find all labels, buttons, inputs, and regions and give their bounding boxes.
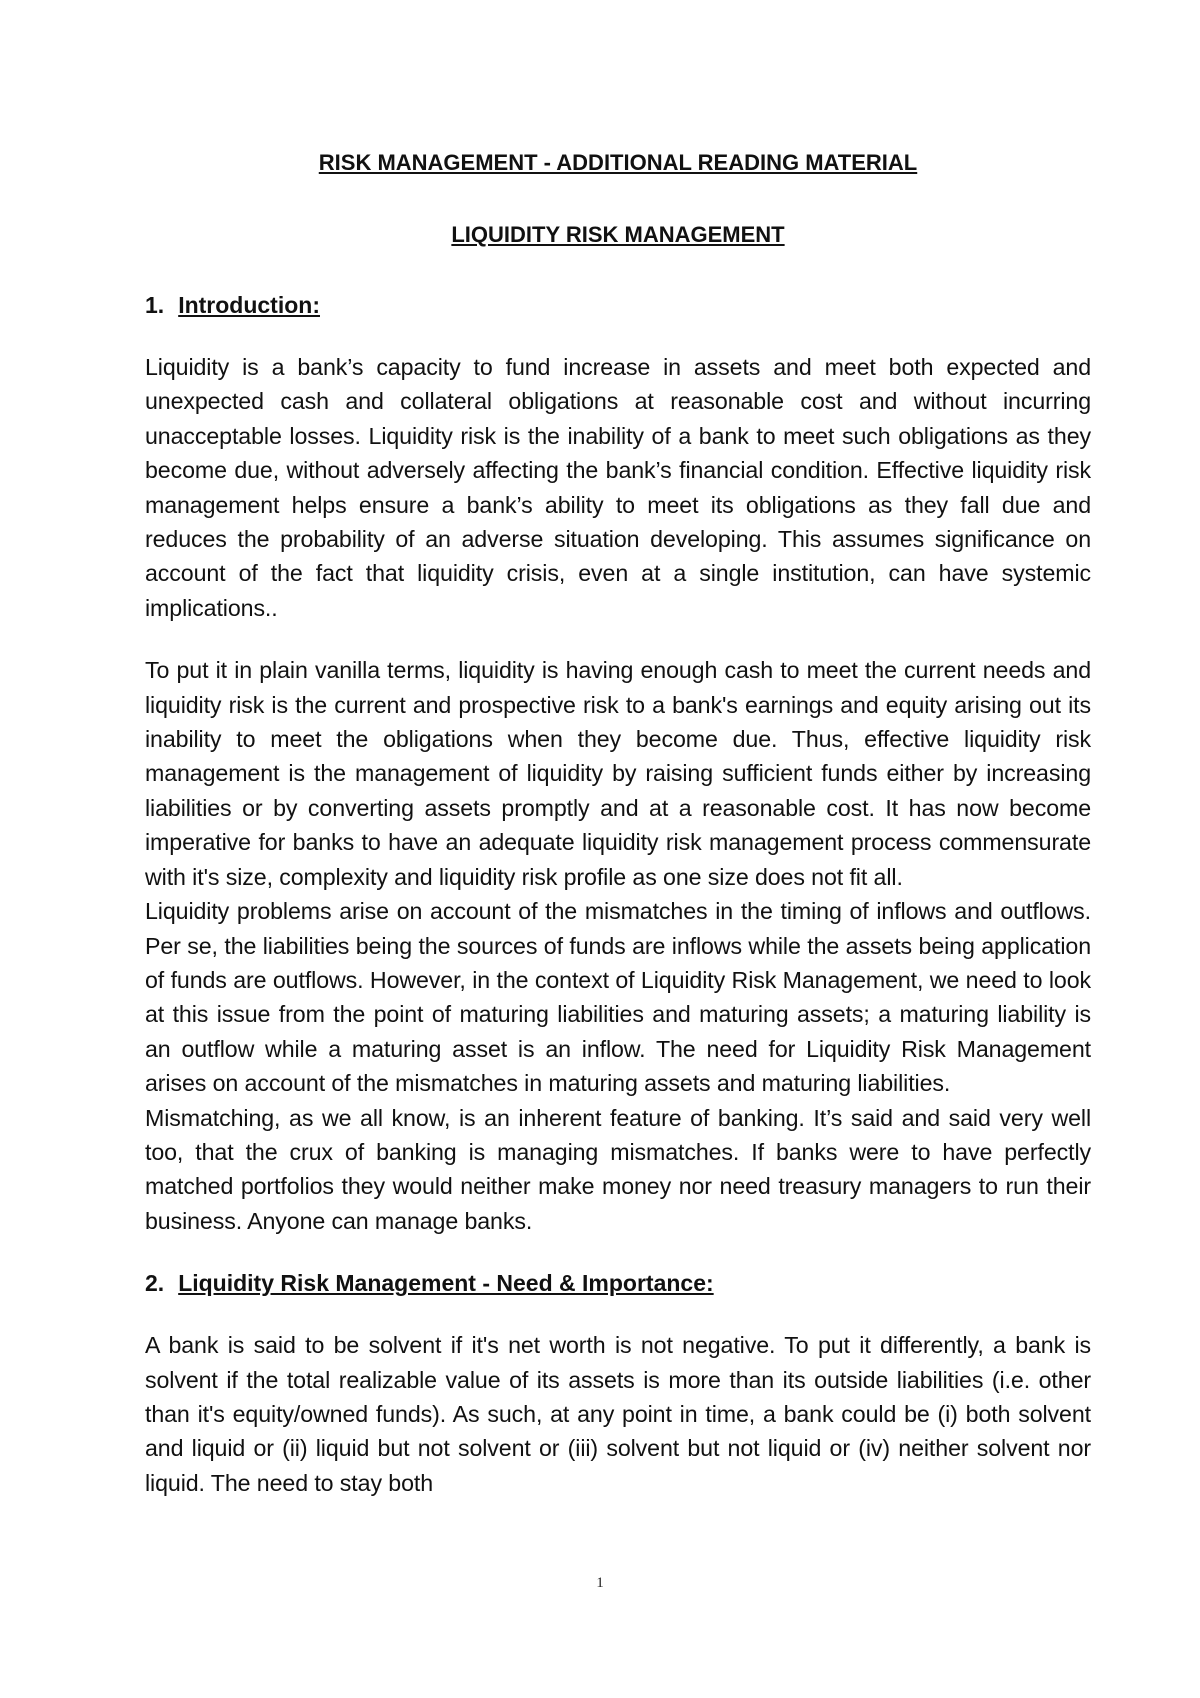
paragraph: A bank is said to be solvent if it's net worth is not negative. To put it differently, a bank is solvent if the total realizable value of its assets is more than its outside liabilities (i.e. other than it's equity/owned funds). As such, at any point in time, a bank could be (i) both solvent and liquid or (ii) liquid but not solvent or (iii) solvent but not liquid or (iv) neither solvent nor liquid. The need to stay both xyxy=(145,1332,1091,1496)
paragraph: Mismatching, as we all know, is an inherent feature of banking. It’s said and said very well too, that the crux of banking is managing mismatches. If banks were to have perfectly matched portfolios they would neither make money nor need treasury managers to run their business. Anyone can manage banks. xyxy=(145,1104,1091,1234)
paragraph: Liquidity problems arise on account of the mismatches in the timing of inflows and outflows. Per se, the liabilities being the sources of funds are inflows while the assets being application of funds are outflows. However, in the context of Liquidity Risk Management, we need to look at this issue from the point of maturing liabilities and maturing assets; a maturing liability is an outflow while a maturing asset is an inflow. The need for Liquidity Risk Management arises on account of the mismatches in maturing assets and maturing liabilities. xyxy=(145,898,1091,1097)
section-title: Introduction: xyxy=(178,292,320,318)
section-heading xyxy=(145,288,1091,322)
document-body xyxy=(145,148,1091,1500)
section-need-importance xyxy=(145,1266,1091,1500)
document-subtitle: LIQUIDITY RISK MANAGEMENT xyxy=(451,222,785,247)
page-number: 1 xyxy=(596,1575,604,1591)
section-title: Liquidity Risk Management - Need & Importance: xyxy=(178,1270,714,1297)
section-number: 2. xyxy=(145,1270,165,1297)
section-number: 1. xyxy=(145,292,165,318)
section-introduction xyxy=(145,288,1091,1238)
document-title: RISK MANAGEMENT - ADDITIONAL READING MATERIAL xyxy=(318,150,918,175)
paragraph: Liquidity is a bank’s capacity to fund increase in assets and meet both expected and unexpected cash and collateral obligations at reasonable cost and without incurring unacceptable losses. Liquidity risk is the inability of a bank to meet such obligations as they become due, without adversely affecting the bank’s financial condition. Effective liquidity risk management helps ensure a bank’s ability to meet its obligations as they fall due and reduces the probability of an adverse situation developing. This assumes significance on account of the fact that liquidity crisis, even at a single institution, can have systemic implications.. xyxy=(145,354,1091,621)
section-heading xyxy=(145,1266,1091,1300)
paragraph: To put it in plain vanilla terms, liquidity is having enough cash to meet the current needs and liquidity risk is the current and prospective risk to a bank's earnings and equity arising out its inability to meet the obligations when they become due. Thus, effective liquidity risk management is the management of liquidity by raising sufficient funds either by increasing liabilities or by converting assets promptly and at a reasonable cost. It has now become imperative for banks to have an adequate liquidity risk management process commensurate with it's size, complexity and liquidity risk profile as one size does not fit all. xyxy=(145,657,1091,890)
